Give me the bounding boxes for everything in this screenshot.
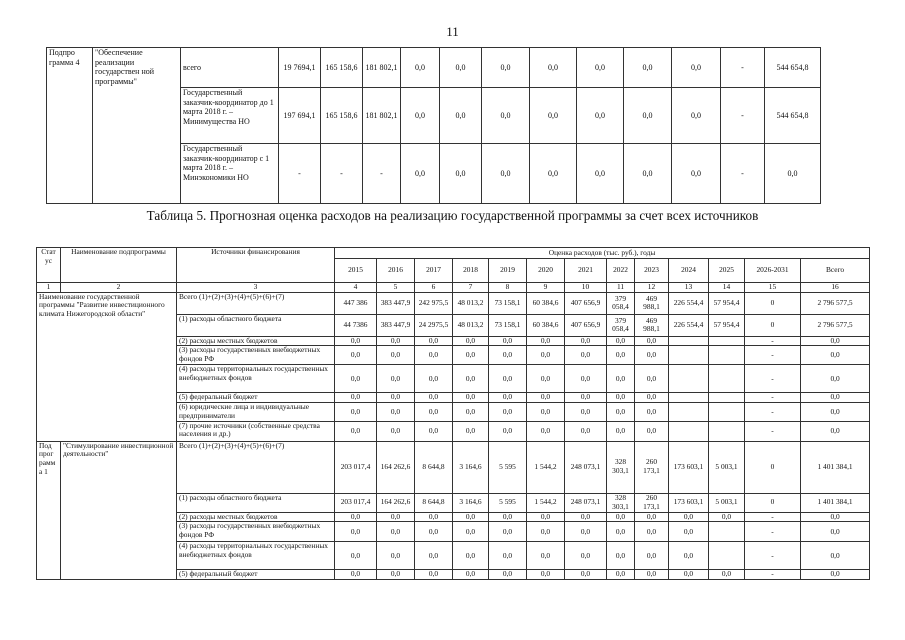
value-cell: 57 954,4	[709, 292, 745, 314]
column-number: 13	[669, 283, 709, 293]
value-cell: 407 656,9	[565, 314, 607, 336]
value-cell: 0,0	[440, 144, 482, 204]
value-cell: 173 603,1	[669, 493, 709, 512]
value-cell: 5 003,1	[709, 441, 745, 493]
value-cell: 379 058,4	[607, 314, 635, 336]
column-number: 2	[61, 283, 177, 293]
value-cell: 0,0	[565, 365, 607, 393]
value-cell: 0,0	[527, 336, 565, 346]
column-number: 14	[709, 283, 745, 293]
value-cell: 0,0	[565, 421, 607, 441]
value-cell: -	[745, 512, 801, 522]
value-cell: 0	[745, 493, 801, 512]
subprogram-name-cell: "Стимулирование инвестиционной деятельности"	[61, 441, 177, 579]
value-cell: 164 262,6	[377, 441, 415, 493]
year-header: 2025	[709, 259, 745, 283]
value-cell: 8 644,8	[415, 441, 453, 493]
value-cell	[709, 346, 745, 365]
value-cell: 24 2975,5	[415, 314, 453, 336]
value-cell: 0,0	[377, 336, 415, 346]
value-cell: 0,0	[635, 421, 669, 441]
year-header: 2021	[565, 259, 607, 283]
value-cell: 0,0	[482, 48, 530, 88]
column-number: 4	[335, 283, 377, 293]
value-cell: -	[745, 421, 801, 441]
value-cell: 0,0	[624, 144, 672, 204]
value-cell: 0,0	[607, 365, 635, 393]
source-cell: (2) расходы местных бюджетов	[177, 336, 335, 346]
page-number: 11	[446, 24, 459, 39]
value-cell: 0,0	[401, 48, 440, 88]
value-cell: 0,0	[527, 522, 565, 542]
value-cell: 328 303,1	[607, 441, 635, 493]
value-cell: 0,0	[453, 346, 489, 365]
value-cell: 0,0	[669, 570, 709, 580]
value-cell: 0,0	[801, 393, 870, 403]
value-cell: -	[745, 365, 801, 393]
value-cell: 0,0	[377, 403, 415, 421]
column-number: 15	[745, 283, 801, 293]
value-cell: 0,0	[453, 570, 489, 580]
value-cell: 0,0	[565, 512, 607, 522]
column-number: 7	[453, 283, 489, 293]
value-cell: 0,0	[453, 393, 489, 403]
source-cell: (5) федеральный бюджет	[177, 393, 335, 403]
value-cell: 0,0	[335, 336, 377, 346]
value-cell: 0,0	[565, 542, 607, 570]
source-cell: (4) расходы территориальных государственных внебюджетных фондов	[177, 365, 335, 393]
value-cell: 44 7386	[335, 314, 377, 336]
column-number: 11	[607, 283, 635, 293]
column-number: 1	[37, 283, 61, 293]
value-cell: 0,0	[377, 522, 415, 542]
program-name-cell: Наименование государственной программы "Развитие инвестиционного климата Нижегородской области"	[37, 292, 177, 441]
value-cell: 0,0	[377, 542, 415, 570]
source-cell: всего	[181, 48, 279, 88]
value-cell: 0,0	[335, 346, 377, 365]
value-cell: -	[745, 336, 801, 346]
value-cell	[709, 336, 745, 346]
value-cell: 0,0	[801, 421, 870, 441]
top-table	[46, 47, 905, 204]
header-name: Наименование подпрограммы	[61, 248, 177, 283]
value-cell: -	[745, 542, 801, 570]
value-cell: 0,0	[335, 393, 377, 403]
source-cell: (1) расходы областного бюджета	[177, 314, 335, 336]
value-cell: 0,0	[577, 88, 624, 144]
value-cell: -	[745, 570, 801, 580]
value-cell: 197 694,1	[279, 88, 321, 144]
value-cell: 0,0	[624, 88, 672, 144]
value-cell: 248 073,1	[565, 441, 607, 493]
value-cell: 0,0	[489, 512, 527, 522]
value-cell: 407 656,9	[565, 292, 607, 314]
value-cell: 0,0	[415, 393, 453, 403]
source-cell: (4) расходы территориальных государственных внебюджетных фондов	[177, 542, 335, 570]
source-cell: (6) юридические лица и индивидуальные предприниматели	[177, 403, 335, 421]
year-header: 2026-2031	[745, 259, 801, 283]
value-cell: 0,0	[607, 346, 635, 365]
value-cell: 203 017,4	[335, 441, 377, 493]
value-cell: 328 303,1	[607, 493, 635, 512]
value-cell: 379 058,4	[607, 292, 635, 314]
source-cell: (3) расходы государственных внебюджетных фондов РФ	[177, 346, 335, 365]
value-cell: 0,0	[415, 365, 453, 393]
value-cell: 0,0	[489, 336, 527, 346]
value-cell: 0,0	[607, 393, 635, 403]
value-cell: 181 802,1	[363, 48, 401, 88]
value-cell: 164 262,6	[377, 493, 415, 512]
value-cell: 0,0	[709, 570, 745, 580]
table-row	[37, 292, 870, 314]
value-cell: 73 158,1	[489, 314, 527, 336]
year-header: 2020	[527, 259, 565, 283]
value-cell: 0,0	[672, 48, 721, 88]
value-cell: 0,0	[440, 48, 482, 88]
value-cell: 0,0	[489, 346, 527, 365]
value-cell: 0,0	[801, 522, 870, 542]
value-cell: 19 7694,1	[279, 48, 321, 88]
value-cell: 0,0	[453, 336, 489, 346]
value-cell: 0,0	[565, 522, 607, 542]
column-number: 12	[635, 283, 669, 293]
year-header: 2018	[453, 259, 489, 283]
source-cell: (1) расходы областного бюджета	[177, 493, 335, 512]
year-header: 2023	[635, 259, 669, 283]
value-cell: 469 988,1	[635, 292, 669, 314]
value-cell: 0	[745, 314, 801, 336]
value-cell: 0,0	[489, 403, 527, 421]
value-cell: 0,0	[672, 144, 721, 204]
value-cell: 0,0	[577, 144, 624, 204]
value-cell: 2 796 577,5	[801, 292, 870, 314]
value-cell: 0,0	[801, 512, 870, 522]
value-cell: 260 173,1	[635, 493, 669, 512]
value-cell: 165 158,6	[321, 48, 363, 88]
value-cell: 0,0	[565, 336, 607, 346]
column-number: 5	[377, 283, 415, 293]
value-cell: 5 595	[489, 493, 527, 512]
value-cell: 0,0	[489, 421, 527, 441]
value-cell: 0,0	[489, 542, 527, 570]
value-cell: 0,0	[415, 336, 453, 346]
value-cell	[669, 393, 709, 403]
value-cell: 203 017,4	[335, 493, 377, 512]
value-cell: 0,0	[415, 512, 453, 522]
value-cell	[709, 421, 745, 441]
source-cell: (5) федеральный бюджет	[177, 570, 335, 580]
value-cell	[709, 393, 745, 403]
value-cell: 0,0	[377, 365, 415, 393]
value-cell: 0,0	[801, 336, 870, 346]
header-sources: Источники финансирования	[177, 248, 335, 283]
value-cell: 0,0	[801, 542, 870, 570]
value-cell: 0,0	[335, 570, 377, 580]
value-cell: 0,0	[801, 570, 870, 580]
value-cell: 0,0	[377, 393, 415, 403]
value-cell: -	[321, 144, 363, 204]
value-cell: 0,0	[527, 542, 565, 570]
value-cell: 0,0	[530, 48, 577, 88]
value-cell: 469 988,1	[635, 314, 669, 336]
value-cell: 0,0	[415, 403, 453, 421]
value-cell: 0,0	[607, 421, 635, 441]
value-cell: 8 644,8	[415, 493, 453, 512]
value-cell: 0,0	[335, 403, 377, 421]
value-cell: 57 954,4	[709, 314, 745, 336]
value-cell: 0,0	[415, 522, 453, 542]
value-cell: 1 544,2	[527, 493, 565, 512]
column-number: 6	[415, 283, 453, 293]
column-number: 8	[489, 283, 527, 293]
value-cell: 0,0	[335, 421, 377, 441]
source-cell: (7) прочие источники (собственные средства населения и др.)	[177, 421, 335, 441]
value-cell: -	[721, 88, 765, 144]
value-cell: 0,0	[335, 365, 377, 393]
column-number-row	[37, 283, 870, 293]
value-cell: -	[745, 346, 801, 365]
header-estimate: Оценка расходов (тыс. руб.), годы	[335, 248, 870, 259]
value-cell: 447 386	[335, 292, 377, 314]
value-cell	[709, 522, 745, 542]
value-cell: 544 654,8	[765, 88, 821, 144]
value-cell: 0,0	[672, 88, 721, 144]
value-cell: 0,0	[527, 365, 565, 393]
value-cell: 0,0	[453, 512, 489, 522]
value-cell: 0,0	[482, 88, 530, 144]
value-cell: 0,0	[453, 421, 489, 441]
value-cell	[669, 421, 709, 441]
value-cell: 0,0	[607, 336, 635, 346]
value-cell	[669, 346, 709, 365]
value-cell: 1 401 384,1	[801, 441, 870, 493]
value-cell: 3 164,6	[453, 493, 489, 512]
value-cell: 0,0	[801, 365, 870, 393]
value-cell: 0,0	[489, 522, 527, 542]
value-cell: 1 544,2	[527, 441, 565, 493]
source-cell: Государственный заказчик-координатор до 1 марта 2018 г. – Минимущества НО	[181, 88, 279, 144]
table-row	[37, 441, 870, 493]
value-cell: 0,0	[482, 144, 530, 204]
value-cell: -	[745, 403, 801, 421]
value-cell: 165 158,6	[321, 88, 363, 144]
value-cell: 0,0	[415, 346, 453, 365]
value-cell: 0,0	[669, 512, 709, 522]
year-header: 2017	[415, 259, 453, 283]
value-cell: 181 802,1	[363, 88, 401, 144]
value-cell: 0,0	[377, 570, 415, 580]
value-cell: 0,0	[607, 512, 635, 522]
value-cell: 0,0	[607, 522, 635, 542]
source-cell: Государственный заказчик-координатор с 1 марта 2018 г. – Минэкономики НО	[181, 144, 279, 204]
value-cell: 0,0	[453, 403, 489, 421]
value-cell: 0,0	[530, 144, 577, 204]
header-status: Стат ус	[37, 248, 61, 283]
value-cell: 5 003,1	[709, 493, 745, 512]
year-header: 2022	[607, 259, 635, 283]
table-caption: Таблица 5. Прогнозная оценка расходов на реализацию государственной программы за счет всех источников	[146, 208, 759, 223]
value-cell: 0,0	[669, 542, 709, 570]
value-cell: 0,0	[527, 570, 565, 580]
value-cell: -	[745, 522, 801, 542]
column-number: 16	[801, 283, 870, 293]
value-cell: 242 975,5	[415, 292, 453, 314]
value-cell: 0,0	[440, 88, 482, 144]
value-cell: 0,0	[489, 393, 527, 403]
year-header: 2019	[489, 259, 527, 283]
value-cell: 0,0	[489, 365, 527, 393]
value-cell: 260 173,1	[635, 441, 669, 493]
source-cell: (2) расходы местных бюджетов	[177, 512, 335, 522]
value-cell: 0,0	[607, 542, 635, 570]
value-cell: 0,0	[377, 346, 415, 365]
value-cell: 0,0	[709, 512, 745, 522]
value-cell: 383 447,9	[377, 292, 415, 314]
value-cell: 0,0	[635, 512, 669, 522]
value-cell: 0,0	[607, 570, 635, 580]
value-cell: 173 603,1	[669, 441, 709, 493]
value-cell: 0,0	[565, 393, 607, 403]
value-cell: 0,0	[635, 393, 669, 403]
value-cell: -	[721, 144, 765, 204]
value-cell: 0,0	[453, 522, 489, 542]
value-cell: 0,0	[565, 346, 607, 365]
value-cell	[669, 365, 709, 393]
value-cell: -	[363, 144, 401, 204]
value-cell: 0,0	[335, 522, 377, 542]
value-cell: 1 401 384,1	[801, 493, 870, 512]
value-cell: 5 595	[489, 441, 527, 493]
value-cell: 0,0	[577, 48, 624, 88]
source-cell: (3) расходы государственных внебюджетных фондов РФ	[177, 522, 335, 542]
table-row	[47, 48, 905, 88]
value-cell: 48 013,2	[453, 314, 489, 336]
value-cell: 0,0	[489, 570, 527, 580]
value-cell: 0,0	[527, 393, 565, 403]
value-cell: 226 554,4	[669, 292, 709, 314]
value-cell: 0,0	[527, 512, 565, 522]
value-cell: 60 384,6	[527, 314, 565, 336]
value-cell: 0,0	[527, 346, 565, 365]
year-header: 2024	[669, 259, 709, 283]
value-cell: 0,0	[801, 346, 870, 365]
value-cell: 3 164,6	[453, 441, 489, 493]
value-cell: 0,0	[635, 336, 669, 346]
value-cell: 0,0	[607, 403, 635, 421]
value-cell: 0,0	[565, 403, 607, 421]
source-cell: Всего (1)+(2)+(3)+(4)+(5)+(6)+(7)	[177, 292, 335, 314]
column-number: 10	[565, 283, 607, 293]
value-cell: 0,0	[415, 421, 453, 441]
value-cell: -	[279, 144, 321, 204]
value-cell: 0,0	[635, 570, 669, 580]
value-cell: 0,0	[530, 88, 577, 144]
year-header: 2015	[335, 259, 377, 283]
value-cell: 0,0	[765, 144, 821, 204]
header-row	[37, 248, 870, 259]
column-number: 9	[527, 283, 565, 293]
value-cell: 0,0	[453, 542, 489, 570]
value-cell: 73 158,1	[489, 292, 527, 314]
value-cell	[709, 365, 745, 393]
value-cell: 0,0	[801, 403, 870, 421]
value-cell	[669, 403, 709, 421]
value-cell: 0,0	[565, 570, 607, 580]
value-cell: 0,0	[635, 403, 669, 421]
main-table	[36, 247, 870, 580]
value-cell: 0,0	[635, 365, 669, 393]
value-cell: 0,0	[335, 542, 377, 570]
value-cell	[709, 542, 745, 570]
value-cell: 0,0	[669, 522, 709, 542]
value-cell: -	[721, 48, 765, 88]
value-cell: 0,0	[401, 88, 440, 144]
value-cell: 0	[745, 441, 801, 493]
value-cell: 0,0	[401, 144, 440, 204]
value-cell: 0,0	[377, 421, 415, 441]
year-header: Всего	[801, 259, 870, 283]
value-cell: 0,0	[624, 48, 672, 88]
status-cell: Под прог рамм а 1	[37, 441, 61, 579]
program-label-cell: Подпро грамма 4	[47, 48, 93, 204]
value-cell	[669, 336, 709, 346]
value-cell: 60 384,6	[527, 292, 565, 314]
source-cell: Всего (1)+(2)+(3)+(4)+(5)+(6)+(7)	[177, 441, 335, 493]
value-cell: -	[745, 393, 801, 403]
value-cell: 0,0	[635, 542, 669, 570]
value-cell: 0,0	[415, 542, 453, 570]
value-cell: 226 554,4	[669, 314, 709, 336]
value-cell: 0,0	[453, 365, 489, 393]
value-cell: 0,0	[377, 512, 415, 522]
value-cell: 544 654,8	[765, 48, 821, 88]
value-cell: 383 447,9	[377, 314, 415, 336]
column-number: 3	[177, 283, 335, 293]
value-cell: 0,0	[635, 346, 669, 365]
value-cell: 0	[745, 292, 801, 314]
value-cell: 0,0	[415, 570, 453, 580]
value-cell: 0,0	[335, 512, 377, 522]
value-cell: 0,0	[635, 522, 669, 542]
program-name-cell: "Обеспечение реализации государствен ной программы"	[93, 48, 181, 204]
value-cell: 2 796 577,5	[801, 314, 870, 336]
value-cell: 0,0	[527, 421, 565, 441]
value-cell: 248 073,1	[565, 493, 607, 512]
value-cell: 48 013,2	[453, 292, 489, 314]
value-cell	[709, 403, 745, 421]
value-cell: 0,0	[527, 403, 565, 421]
year-header: 2016	[377, 259, 415, 283]
